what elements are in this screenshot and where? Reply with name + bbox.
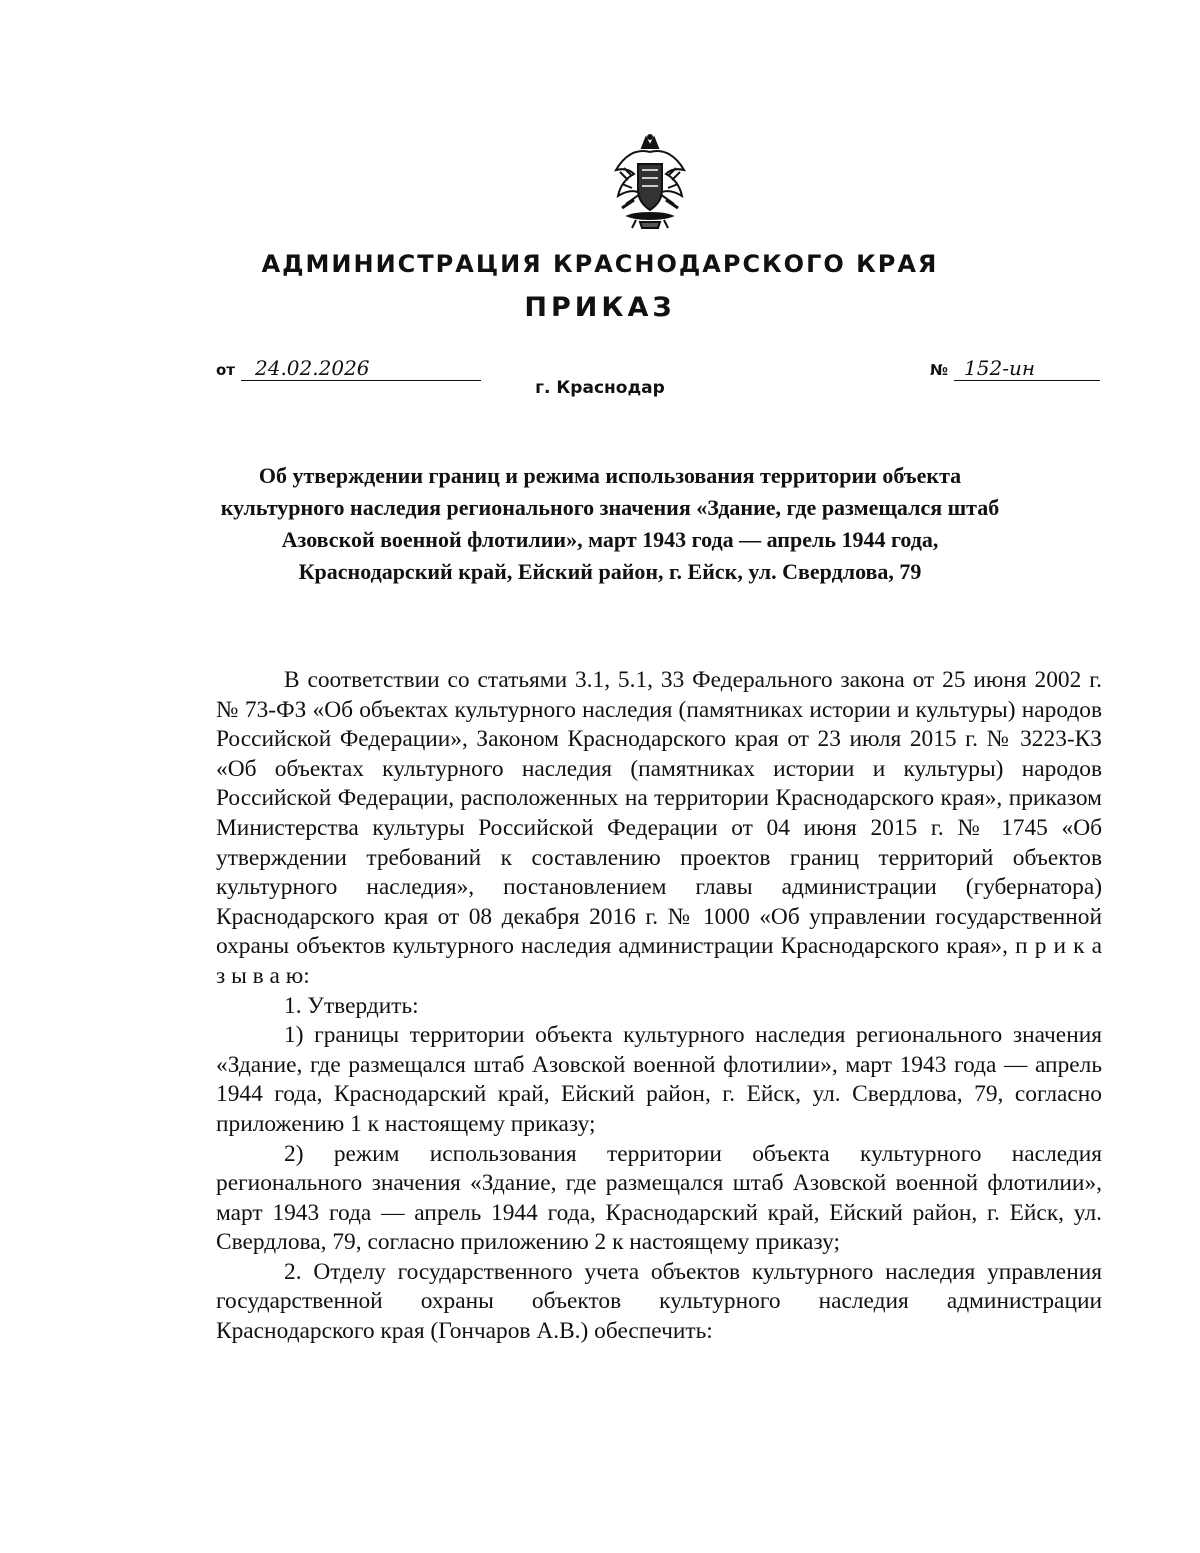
item-1-2: 2) режим использования территории объекта культурного наследия регионального значения «Здание, где размещался штаб Азовской военной флотилии», март 1943 года — апрель 1944 года, Краснодарский край, Ейский район, г. Ейск, ул. Свердлова, 79, согласно приложению 2 к настоящему приказу; xyxy=(216,1140,1102,1256)
document-title: Об утверждении границ и режима использования территории объекта культурного наследия регионального значения «Здание, где размещался штаб Азовской военной флотилии», март 1943 года — апрель 1944 года, Краснодарский край, Ейский район, г. Ейск, ул. Свердлова, 79 xyxy=(220,463,1000,584)
organization-name: АДМИНИСТРАЦИЯ КРАСНОДАРСКОГО КРАЯ xyxy=(261,250,939,278)
item-2: 2. Отделу государственного учета объектов культурного наследия управления государственной охраны объектов культурного наследия администрации Краснодарского края (Гончаров А.В.) обеспечить: xyxy=(216,1258,1102,1345)
date-prefix: от xyxy=(216,361,235,379)
document-type: ПРИКАЗ xyxy=(524,292,676,323)
item-1: 1. Утвердить: xyxy=(284,992,419,1019)
number-prefix: № xyxy=(930,361,949,379)
city-name: г. Краснодар xyxy=(535,378,665,398)
coat-of-arms-icon xyxy=(606,134,694,230)
item-1-1: 1) границы территории объекта культурного наследия регионального значения «Здание, где размещался штаб Азовской военной флотилии», март 1943 года — апрель 1944 года, Краснодарский край, Ейский район, г. Ейск, ул. Свердлова, 79, согласно приложению 1 к настоящему приказу; xyxy=(216,1022,1102,1137)
document-body xyxy=(216,666,1102,1347)
number-value: 152-ин xyxy=(954,356,1100,381)
date-value: 24.02.2026 xyxy=(241,356,481,381)
preamble-paragraph: В соответствии со статьями 3.1, 5.1, 33 Федерального закона от 25 июня 2002 г. № 73-ФЗ «Об объектах культурного наследия (памятниках истории и культуры) народов Российской Федерации», Законом Краснодарского края от 23 июля 2015 г. № 3223-КЗ «Об объектах культурного наследия (памятниках истории и культуры) народов Российской Федерации, расположенных на территории Краснодарского края», приказом Министерства культуры Российской Федерации от 04 июня 2015 г. № 1745 «Об утверждении требований к составлению проектов границ территорий объектов культурного наследия», постановлением главы администрации (губернатора) Краснодарского края от 08 декабря 2016 г. № 1000 «Об управлении государственной охраны объектов культурного наследия администрации Краснодарского края», п р и к а з ы в а ю: xyxy=(216,667,1102,989)
